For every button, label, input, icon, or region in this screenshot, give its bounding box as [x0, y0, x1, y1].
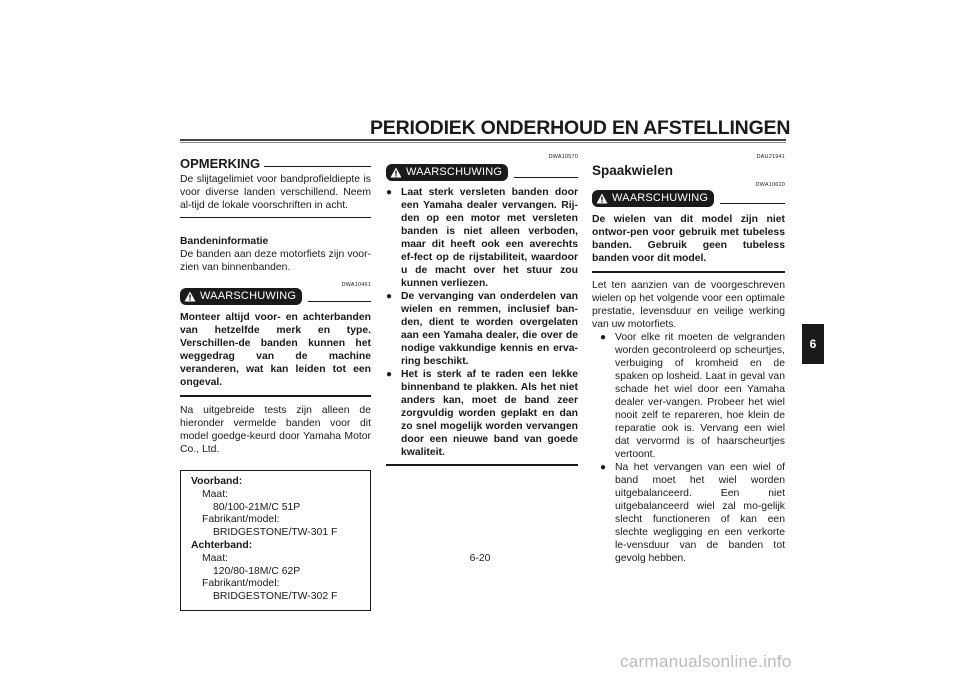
list-item: [386, 186, 578, 290]
list-item-text: Laat sterk versleten banden door een Yamaha dealer vervangen. Rij-den op een motor met versleten banden is niet alleen verboden, maar dit heeft ook een averechts ef-fect op de rijstabiliteit, waardoor u de macht over het stuur zou kunnen verliezen.: [401, 187, 578, 289]
intro-text: Let ten aanzien van de voorgeschreven wielen op het volgende voor een optimale prestatie, levensduur en veilige werking van uw motorfiets.: [592, 280, 785, 330]
rear-brand-value: BRIDGESTONE/TW-302 F: [213, 591, 338, 603]
section-code: DAU21941: [756, 154, 785, 160]
rear-size-value: 120/80-18M/C 62P: [213, 565, 301, 577]
warning-rule: [720, 203, 785, 204]
list-item: [386, 368, 578, 459]
warning-label: WAARSCHUWING: [406, 166, 503, 178]
list-item-text: Voor elke rit moeten de velgranden worden gecontroleerd op scheurtjes, verbuiging of kromheid en de spaken op losheid. Laat in geval van schade het wiel door een Yamaha dealer ver-vangen. Probeer het wiel nooit zelf te repareren, hoe klein de reparatie ook is. Vervang een wiel dat vervormd is of haarscheurtjes vertoont.: [615, 332, 785, 460]
bullet-dot-icon: ●: [386, 291, 393, 302]
warning-badge: [386, 164, 508, 181]
bullet-dot-icon: ●: [386, 369, 393, 380]
warning-badge: [180, 288, 302, 305]
warning-rule: [308, 301, 371, 302]
opmerking-heading: [180, 157, 371, 170]
front-tire-label: Voorband:: [191, 476, 243, 487]
warning-header: [386, 164, 578, 181]
column-right: [592, 151, 785, 565]
list-item: [600, 331, 785, 461]
warning-text: De wielen van dit model zijn niet ontwor-pen voor gebruik met tubeless banden. Gebruik geen tubeless banden voor dit model.: [592, 214, 785, 264]
column-middle: [386, 151, 578, 466]
bullet-dot-icon: ●: [600, 462, 607, 473]
warning-triangle-icon: [184, 291, 196, 302]
list-item: [386, 290, 578, 368]
chapter-tab[interactable]: 6: [802, 324, 824, 364]
warning-code: DWA10570: [548, 154, 578, 160]
header-rule-thin: [180, 142, 786, 143]
warning-bullet-list: [386, 186, 578, 459]
front-size-value: 80/100-21M/C 51P: [213, 501, 301, 513]
rear-tire-label: Achterband:: [191, 539, 253, 551]
warning-badge: [592, 190, 714, 207]
warning-header: [592, 190, 785, 207]
section-title: Spaakwielen: [592, 163, 674, 178]
note-divider: [180, 217, 371, 218]
wheel-bullet-list: [592, 331, 785, 565]
front-brand-label: Fabrikant/model:: [202, 514, 280, 526]
list-item-text: Het is sterk af te raden een lekke binnenband te plakken. Als het niet anders kan, moet de band zeer zorgvuldig worden geplakt en dan zo snel mogelijk worden vervangen door een nieuwe band van goede kwaliteit.: [401, 369, 578, 458]
opmerking-title: OPMERKING: [180, 156, 261, 171]
page-title: PERIODIEK ONDERHOUD EN AFSTELLINGEN: [370, 117, 791, 139]
list-item: [600, 461, 785, 565]
rear-brand-label: Fabrikant/model:: [202, 578, 280, 590]
heading-rule: [264, 166, 371, 167]
list-item-text: De vervanging van onderdelen van wielen en remmen, inclusief ban-den, dient te worden overgelaten aan een Yamaha dealer, die over de nodige vakkundige kennis en erva-ring beschikt.: [401, 291, 578, 367]
warning-label: WAARSCHUWING: [200, 290, 297, 302]
front-brand-value: BRIDGESTONE/TW-301 F: [213, 527, 338, 539]
page-number: 6-20: [469, 553, 491, 564]
warning-bottom-rule: [180, 395, 371, 397]
front-size-label: Maat:: [202, 488, 228, 500]
header-rule: [180, 139, 786, 141]
warning-triangle-icon: [390, 167, 402, 178]
bandeninformatie-heading: Bandeninformatie: [180, 236, 269, 247]
watermark: carmanualsonline.info: [620, 652, 792, 671]
bullet-dot-icon: ●: [600, 332, 607, 343]
warning-bottom-rule: [592, 271, 785, 273]
tests-text: Na uitgebreide tests zijn alleen de hieronder vermelde banden voor dit model goedge-keurd door Yamaha Motor Co., Ltd.: [180, 405, 371, 455]
warning-text: Monteer altijd voor- en achterbanden van hetzelfde merk en type. Verschillen-de banden kunnen het weggedrag van de machine veranderen, wat kan leiden tot een ongeval.: [180, 312, 371, 388]
warning-code: DWA10461: [341, 282, 371, 288]
bullet-dot-icon: ●: [386, 187, 393, 198]
warning-label: WAARSCHUWING: [612, 192, 709, 204]
warning-bottom-rule: [386, 464, 578, 466]
column-left: [180, 157, 371, 611]
opmerking-text: De slijtagelimiet voor bandprofieldiepte is voor diverse landen verschillend. Neem al-tijd de lokale voorschriften in acht.: [180, 174, 371, 211]
list-item-text: Na het vervangen van een wiel of band moet het wiel worden uitgebalanceerd. Een niet uitgebalanceerd wiel zal mo-gelijk slecht functioneren of kan een slechte wegligging en een verkorte le-vensduur van de banden tot gevolg hebben.: [615, 462, 785, 564]
tire-spec-box: [180, 470, 371, 611]
warning-rule: [514, 177, 578, 178]
warning-triangle-icon: [596, 193, 608, 204]
warning-code: DWA10610: [755, 182, 785, 188]
bandeninformatie-text: De banden aan deze motorfiets zijn voor-zien van binnenbanden.: [180, 249, 371, 273]
rear-size-label: Maat:: [202, 552, 228, 564]
